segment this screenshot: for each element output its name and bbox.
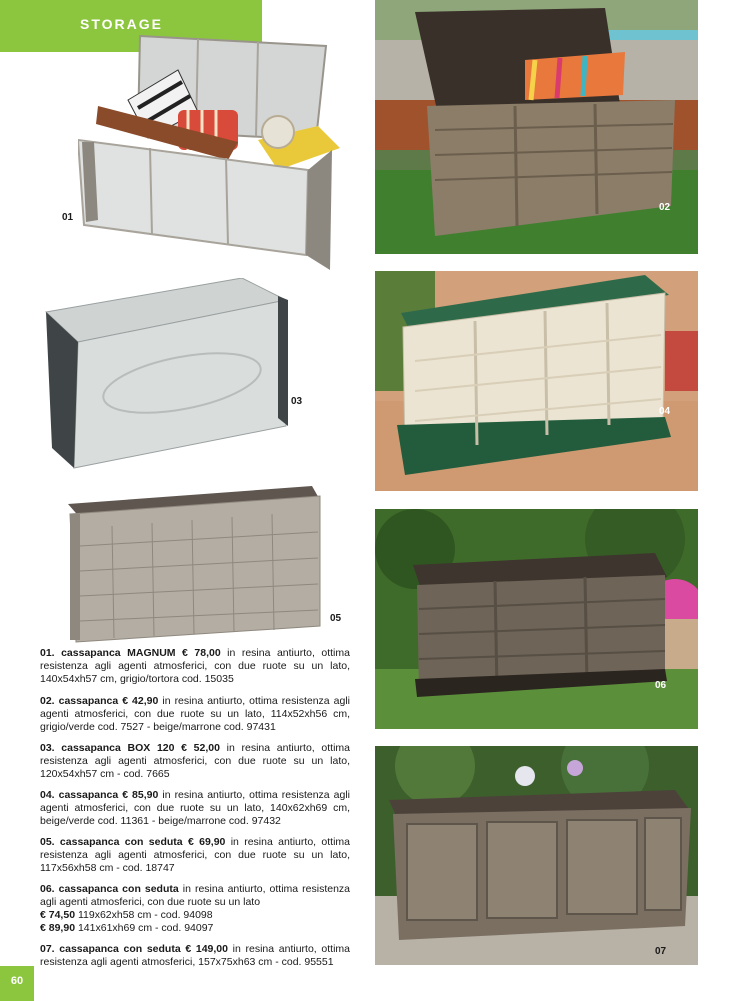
product-heading: 04. cassapanca € 85,90: [40, 789, 159, 801]
product-heading: 01. cassapanca MAGNUM € 78,00: [40, 647, 221, 659]
product-image-03: [42, 278, 292, 472]
variant-spec: 119x62xh58 cm - cod. 94098: [75, 909, 213, 921]
product-heading: 03. cassapanca BOX 120 € 52,00: [40, 742, 220, 754]
variant-spec: 141x61xh69 cm - cod. 94097: [75, 922, 214, 934]
product-image-06: [375, 509, 698, 729]
product-description-04: [40, 789, 350, 828]
figure-label-01: 01: [62, 212, 74, 223]
figure-label-03: 03: [291, 396, 303, 407]
product-text: in resina antiurto, ottima resistenza agli agenti atmosferici, con due ruote su un lato, 114x52xh56 cm, grigio/verde cod. 7527 - beige/marrone cod. 97431: [40, 695, 350, 733]
product-text: in resina antiurto, ottima resistenza agli agenti atmosferici, con due ruote su un lato, 117x56xh58 cm - cod. 18747: [40, 836, 350, 874]
product-image-02: [375, 0, 698, 254]
product-heading: 06. cassapanca con seduta: [40, 883, 179, 895]
product-description-07: [40, 943, 350, 969]
product-text: in resina antiurto, ottima resistenza agli agenti atmosferici, con due ruote su un lato, 140x62xh69 cm, beige/verde cod. 11361 - beige/marrone cod. 97432: [40, 789, 350, 827]
product-text: in resina antiurto, ottima resistenza agli agenti atmosferici, con due ruote su un lato: [40, 883, 351, 908]
figure-label-05: 05: [330, 613, 342, 624]
product-description-02: [40, 695, 350, 734]
product-description-03: [40, 742, 350, 781]
figure-label-02: 02: [659, 202, 671, 213]
product-description-01: [40, 647, 350, 686]
product-variant: [40, 922, 350, 935]
figure-label-07: 07: [655, 946, 667, 957]
product-heading: 07. cassapanca con seduta € 149,00: [40, 943, 228, 955]
product-description-05: [40, 836, 350, 875]
product-text: in resina antiurto, ottima resistenza agli agenti atmosferici, con due ruote su un lato, 120x54xh57 cm - cod. 7665: [40, 742, 350, 780]
product-heading: 05. cassapanca con seduta € 69,90: [40, 836, 226, 848]
product-image-05: [62, 486, 326, 644]
product-text: in resina antiurto, ottima resistenza agli agenti atmosferici, 157x75xh63 cm - cod. 95551: [40, 943, 350, 968]
page-number: 60: [10, 975, 24, 987]
variant-price: € 74,50: [40, 909, 76, 921]
product-variant: [40, 909, 350, 922]
product-image-07: [375, 746, 698, 965]
product-image-04: [375, 271, 698, 491]
product-text: in resina antiurto, ottima resistenza agli agenti atmosferici, con due ruote su un lato, 140x54xh57 cm, grigio/tortora cod. 15035: [40, 647, 350, 685]
product-image-01: [78, 30, 350, 282]
section-title: STORAGE: [80, 16, 163, 32]
variant-price: € 89,90: [40, 922, 76, 934]
figure-label-06: 06: [655, 680, 667, 691]
product-heading: 02. cassapanca € 42,90: [40, 695, 159, 707]
figure-label-04: 04: [659, 406, 671, 417]
product-description-06: [40, 883, 350, 935]
